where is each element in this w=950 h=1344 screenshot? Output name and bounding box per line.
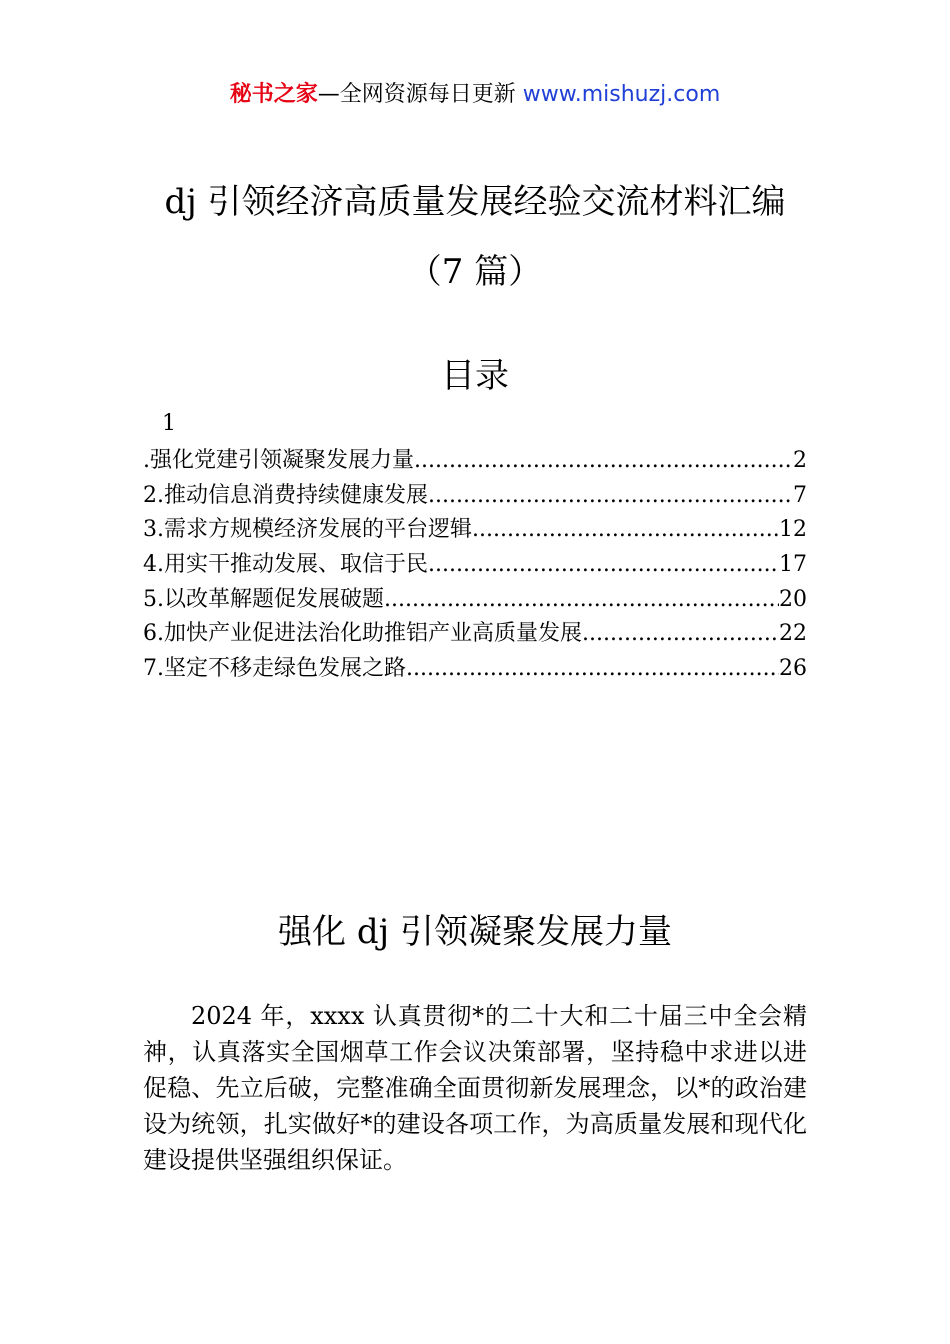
- toc-item-2[interactable]: [143, 479, 807, 514]
- toc-item-page: 20: [779, 586, 807, 612]
- toc-item-1[interactable]: [143, 444, 807, 479]
- toc-item-7[interactable]: [143, 652, 807, 687]
- toc-item-5[interactable]: [143, 583, 807, 618]
- toc-item-3[interactable]: [143, 513, 807, 548]
- toc-leader-dots: [406, 652, 779, 686]
- section-paragraph: 2024 年，xxxx 认真贯彻*的二十大和二十届三中全会精神，认真落实全国烟草工作会议决策部署，坚持稳中求进以进促稳、先立后破，完整准确全面贯彻新发展理念，以*的政治建设为统领，扎实做好*的建设各项工作，为高质量发展和现代化建设提供坚强组织保证。: [143, 1002, 807, 1174]
- toc-item-page: 7: [793, 482, 807, 508]
- toc-item-title: 5.以改革解题促发展破题: [143, 586, 384, 612]
- document-subtitle: （7 篇）: [407, 252, 543, 292]
- section-title: 强化 dj 引领凝聚发展力量: [278, 912, 672, 952]
- toc-item-title: 3.需求方规模经济发展的平台逻辑: [143, 517, 472, 543]
- toc-item-page: 2: [793, 448, 807, 473]
- toc-item-title: 2.推动信息消费持续健康发展: [143, 482, 428, 508]
- toc-item-page: 26: [779, 656, 807, 682]
- site-tagline: —全网资源每日更新: [317, 82, 523, 107]
- table-of-contents: [143, 444, 807, 687]
- site-brand: 秘书之家: [229, 82, 318, 107]
- toc-first-number: 1: [162, 411, 176, 436]
- toc-leader-dots: [428, 548, 779, 582]
- toc-item-page: 22: [779, 621, 807, 647]
- toc-item-page: 17: [779, 552, 807, 578]
- toc-leader-dots: [582, 617, 779, 651]
- toc-heading: 目录: [441, 356, 509, 396]
- toc-leader-dots: [384, 583, 779, 617]
- toc-item-page: 12: [779, 517, 807, 543]
- toc-item-4[interactable]: [143, 548, 807, 583]
- toc-item-title: .强化党建引领凝聚发展力量: [143, 448, 414, 473]
- toc-item-title: 6.加快产业促进法治化助推铝产业高质量发展: [143, 621, 582, 647]
- toc-leader-dots: [414, 444, 793, 478]
- toc-leader-dots: [428, 479, 793, 513]
- toc-item-title: 7.坚定不移走绿色发展之路: [143, 656, 406, 682]
- toc-leader-dots: [472, 513, 779, 547]
- site-header: [0, 78, 950, 112]
- toc-item-6[interactable]: [143, 617, 807, 652]
- document-title: dj 引领经济高质量发展经验交流材料汇编: [164, 182, 786, 222]
- site-url-link[interactable]: www.mishuzj.com: [522, 82, 721, 107]
- toc-item-title: 4.用实干推动发展、取信于民: [143, 552, 428, 578]
